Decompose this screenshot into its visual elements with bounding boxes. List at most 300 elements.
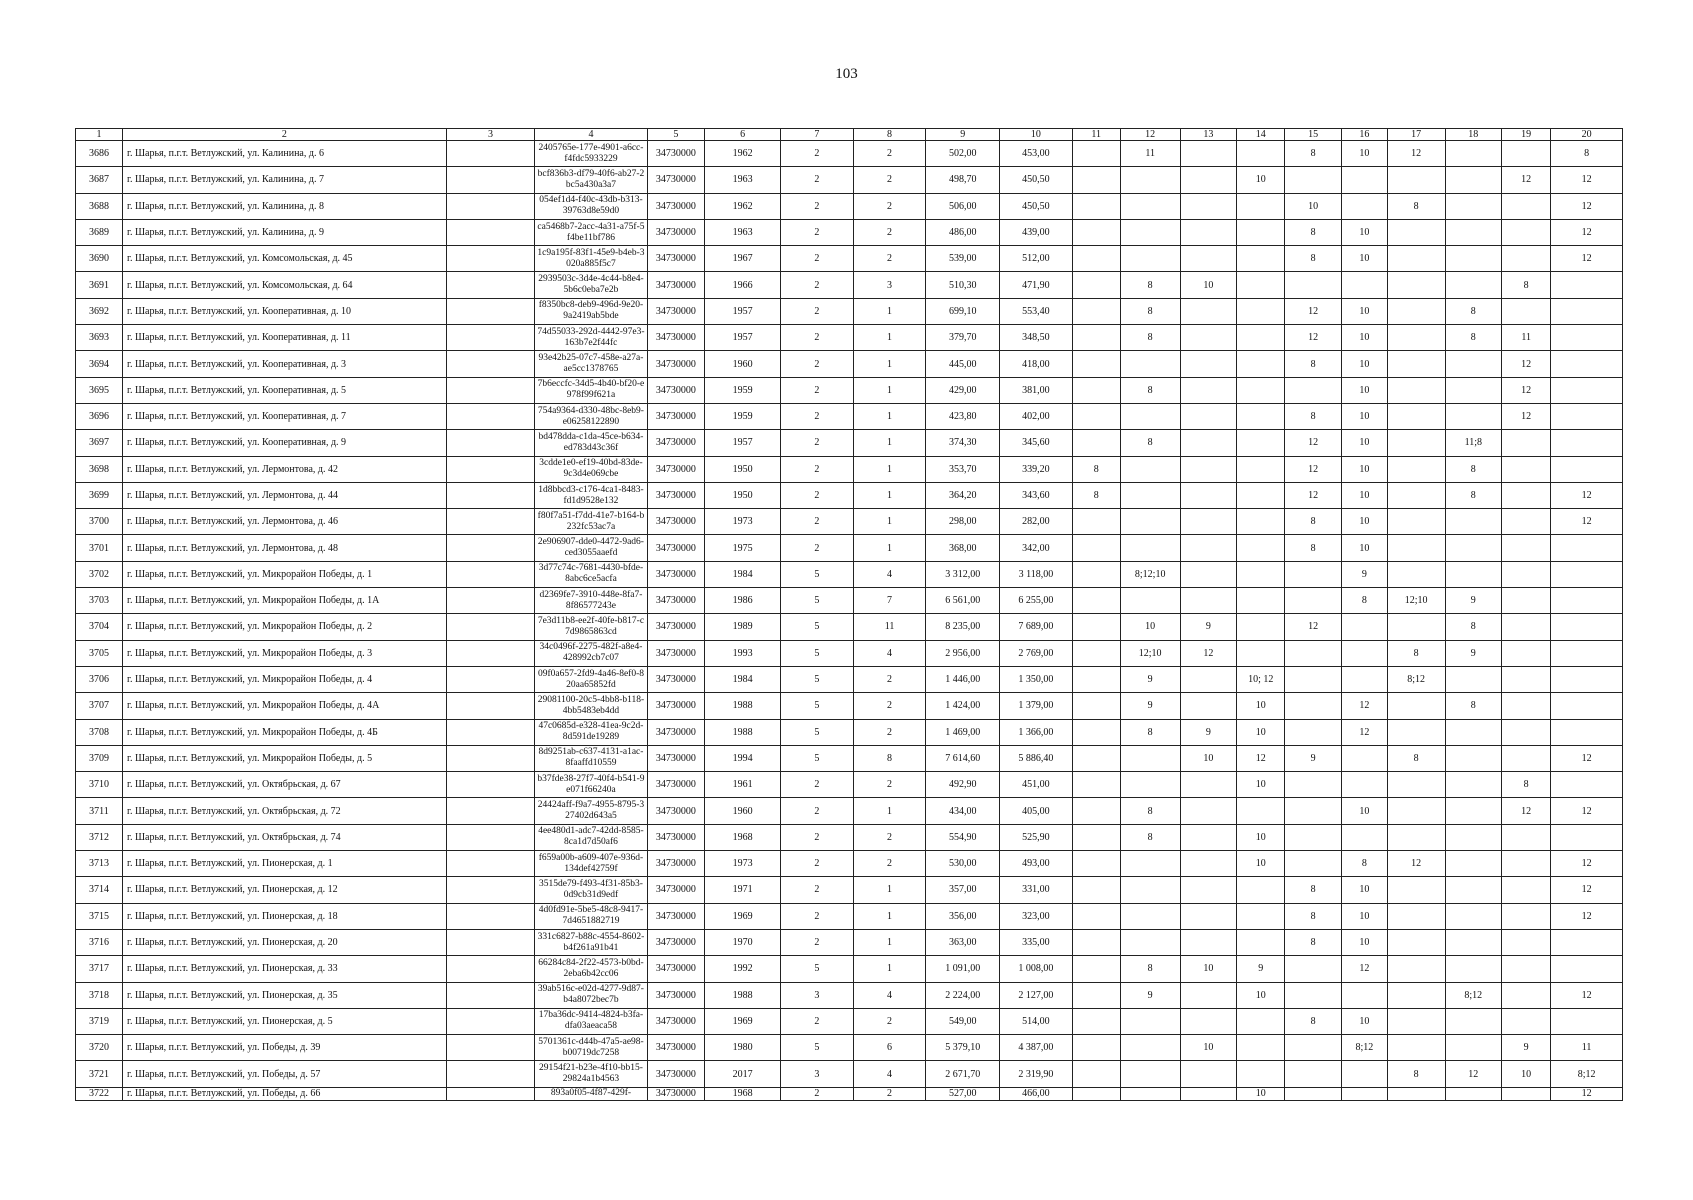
uuid-cell: f8350bc8-deb9-496d-9e20-9a2419ab5bde bbox=[535, 298, 647, 324]
col15-cell bbox=[1285, 824, 1342, 850]
address-cell: г. Шарья, п.г.т. Ветлужский, ул. Микрорайон Победы, д. 4 bbox=[123, 666, 447, 692]
year-cell: 1960 bbox=[705, 798, 781, 824]
uuid-cell: bcf836b3-df79-40f6-ab27-2bc5a430a3a7 bbox=[535, 167, 647, 193]
col20-cell bbox=[1551, 772, 1623, 798]
year-cell: 1950 bbox=[705, 482, 781, 508]
col12-cell bbox=[1120, 246, 1180, 272]
row-number-cell: 3707 bbox=[76, 693, 123, 719]
col11-cell bbox=[1072, 798, 1120, 824]
oktmo-cell: 34730000 bbox=[647, 246, 705, 272]
row-number-cell: 3704 bbox=[76, 614, 123, 640]
year-cell: 1963 bbox=[705, 219, 781, 245]
year-cell: 1961 bbox=[705, 772, 781, 798]
col20-cell bbox=[1551, 719, 1623, 745]
table-row bbox=[76, 351, 1623, 377]
col11-cell bbox=[1072, 877, 1120, 903]
col11-cell bbox=[1072, 614, 1120, 640]
entrances-cell: 2 bbox=[853, 851, 926, 877]
living-area-cell: 4 387,00 bbox=[1000, 1035, 1073, 1061]
table-row bbox=[76, 982, 1623, 1008]
col11-cell bbox=[1072, 141, 1120, 167]
entrances-cell: 8 bbox=[853, 745, 926, 771]
col20-cell bbox=[1551, 640, 1623, 666]
col15-cell bbox=[1285, 798, 1342, 824]
col3-cell bbox=[446, 956, 535, 982]
table-row bbox=[76, 325, 1623, 351]
col20-cell: 12 bbox=[1551, 509, 1623, 535]
total-area-cell: 498,70 bbox=[926, 167, 1000, 193]
col14-cell bbox=[1237, 929, 1285, 955]
col17-cell bbox=[1387, 456, 1445, 482]
col16-cell: 9 bbox=[1341, 561, 1387, 587]
col13-cell: 10 bbox=[1180, 272, 1237, 298]
col16-cell: 10 bbox=[1341, 430, 1387, 456]
oktmo-cell: 34730000 bbox=[647, 824, 705, 850]
row-number-cell: 3688 bbox=[76, 193, 123, 219]
col14-cell: 10 bbox=[1237, 1087, 1285, 1100]
floors-cell: 2 bbox=[781, 824, 854, 850]
col13-cell bbox=[1180, 456, 1237, 482]
col18-cell bbox=[1445, 561, 1502, 587]
total-area-cell: 3 312,00 bbox=[926, 561, 1000, 587]
col19-cell: 12 bbox=[1502, 377, 1551, 403]
floors-cell: 2 bbox=[781, 351, 854, 377]
col17-cell bbox=[1387, 929, 1445, 955]
column-number-header: 8 bbox=[853, 129, 926, 141]
table-row bbox=[76, 772, 1623, 798]
row-number-cell: 3712 bbox=[76, 824, 123, 850]
year-cell: 1968 bbox=[705, 824, 781, 850]
col18-cell bbox=[1445, 745, 1502, 771]
col14-cell bbox=[1237, 588, 1285, 614]
entrances-cell: 2 bbox=[853, 246, 926, 272]
year-cell: 1989 bbox=[705, 614, 781, 640]
col15-cell: 8 bbox=[1285, 1008, 1342, 1034]
year-cell: 1988 bbox=[705, 719, 781, 745]
col15-cell bbox=[1285, 272, 1342, 298]
col17-cell bbox=[1387, 824, 1445, 850]
col15-cell bbox=[1285, 1061, 1342, 1087]
row-number-cell: 3714 bbox=[76, 877, 123, 903]
entrances-cell: 2 bbox=[853, 772, 926, 798]
year-cell: 1988 bbox=[705, 982, 781, 1008]
col11-cell bbox=[1072, 1008, 1120, 1034]
col20-cell bbox=[1551, 614, 1623, 640]
col14-cell: 10; 12 bbox=[1237, 666, 1285, 692]
total-area-cell: 353,70 bbox=[926, 456, 1000, 482]
col15-cell bbox=[1285, 693, 1342, 719]
col17-cell bbox=[1387, 903, 1445, 929]
table-row bbox=[76, 640, 1623, 666]
col16-cell: 10 bbox=[1341, 929, 1387, 955]
address-cell: г. Шарья, п.г.т. Ветлужский, ул. Пионерская, д. 18 bbox=[123, 903, 447, 929]
col18-cell bbox=[1445, 403, 1502, 429]
row-number-cell: 3721 bbox=[76, 1061, 123, 1087]
col14-cell bbox=[1237, 640, 1285, 666]
col19-cell bbox=[1502, 219, 1551, 245]
entrances-cell: 1 bbox=[853, 377, 926, 403]
table-row bbox=[76, 1035, 1623, 1061]
table-row bbox=[76, 877, 1623, 903]
col13-cell bbox=[1180, 666, 1237, 692]
col19-cell bbox=[1502, 640, 1551, 666]
col13-cell bbox=[1180, 193, 1237, 219]
floors-cell: 5 bbox=[781, 588, 854, 614]
col17-cell bbox=[1387, 798, 1445, 824]
col19-cell bbox=[1502, 614, 1551, 640]
col14-cell bbox=[1237, 614, 1285, 640]
col14-cell: 10 bbox=[1237, 982, 1285, 1008]
col19-cell bbox=[1502, 1008, 1551, 1034]
col13-cell bbox=[1180, 430, 1237, 456]
total-area-cell: 2 671,70 bbox=[926, 1061, 1000, 1087]
column-number-header: 15 bbox=[1285, 129, 1342, 141]
oktmo-cell: 34730000 bbox=[647, 298, 705, 324]
total-area-cell: 502,00 bbox=[926, 141, 1000, 167]
address-cell: г. Шарья, п.г.т. Ветлужский, ул. Победы, д. 39 bbox=[123, 1035, 447, 1061]
floors-cell: 2 bbox=[781, 798, 854, 824]
living-area-cell: 2 127,00 bbox=[1000, 982, 1073, 1008]
table-row bbox=[76, 377, 1623, 403]
col17-cell bbox=[1387, 272, 1445, 298]
col19-cell bbox=[1502, 666, 1551, 692]
col15-cell bbox=[1285, 588, 1342, 614]
col12-cell: 8 bbox=[1120, 798, 1180, 824]
col14-cell bbox=[1237, 456, 1285, 482]
col19-cell: 12 bbox=[1502, 403, 1551, 429]
year-cell: 1959 bbox=[705, 377, 781, 403]
col3-cell bbox=[446, 929, 535, 955]
col19-cell bbox=[1502, 824, 1551, 850]
col15-cell bbox=[1285, 851, 1342, 877]
row-number-cell: 3719 bbox=[76, 1008, 123, 1034]
col14-cell: 10 bbox=[1237, 851, 1285, 877]
total-area-cell: 527,00 bbox=[926, 1087, 1000, 1100]
col12-cell bbox=[1120, 167, 1180, 193]
col3-cell bbox=[446, 272, 535, 298]
col17-cell bbox=[1387, 1035, 1445, 1061]
table-row bbox=[76, 719, 1623, 745]
address-cell: г. Шарья, п.г.т. Ветлужский, ул. Калинина, д. 6 bbox=[123, 141, 447, 167]
oktmo-cell: 34730000 bbox=[647, 219, 705, 245]
address-cell: г. Шарья, п.г.т. Ветлужский, ул. Кооперативная, д. 3 bbox=[123, 351, 447, 377]
col19-cell bbox=[1502, 693, 1551, 719]
row-number-cell: 3697 bbox=[76, 430, 123, 456]
col12-cell bbox=[1120, 509, 1180, 535]
total-area-cell: 445,00 bbox=[926, 351, 1000, 377]
table-row bbox=[76, 956, 1623, 982]
year-cell: 1966 bbox=[705, 272, 781, 298]
uuid-cell: 47c0685d-e328-41ea-9c2d-8d591de19289 bbox=[535, 719, 647, 745]
col13-cell bbox=[1180, 246, 1237, 272]
col13-cell bbox=[1180, 588, 1237, 614]
col16-cell bbox=[1341, 1061, 1387, 1087]
col12-cell bbox=[1120, 745, 1180, 771]
row-number-cell: 3701 bbox=[76, 535, 123, 561]
col20-cell bbox=[1551, 588, 1623, 614]
table-row bbox=[76, 614, 1623, 640]
col14-cell bbox=[1237, 877, 1285, 903]
column-number-header: 14 bbox=[1237, 129, 1285, 141]
entrances-cell: 1 bbox=[853, 325, 926, 351]
oktmo-cell: 34730000 bbox=[647, 403, 705, 429]
floors-cell: 2 bbox=[781, 325, 854, 351]
col12-cell bbox=[1120, 1035, 1180, 1061]
entrances-cell: 2 bbox=[853, 666, 926, 692]
row-number-cell: 3710 bbox=[76, 772, 123, 798]
col20-cell bbox=[1551, 561, 1623, 587]
col12-cell: 8;12;10 bbox=[1120, 561, 1180, 587]
col14-cell: 10 bbox=[1237, 167, 1285, 193]
floors-cell: 2 bbox=[781, 430, 854, 456]
total-area-cell: 298,00 bbox=[926, 509, 1000, 535]
col3-cell bbox=[446, 246, 535, 272]
year-cell: 1993 bbox=[705, 640, 781, 666]
address-cell: г. Шарья, п.г.т. Ветлужский, ул. Победы, д. 66 bbox=[123, 1087, 447, 1100]
col12-cell bbox=[1120, 1008, 1180, 1034]
col20-cell: 12 bbox=[1551, 219, 1623, 245]
col20-cell bbox=[1551, 956, 1623, 982]
uuid-cell: 3d77c74c-7681-4430-bfde-8abc6ce5acfa bbox=[535, 561, 647, 587]
year-cell: 2017 bbox=[705, 1061, 781, 1087]
col17-cell bbox=[1387, 351, 1445, 377]
col12-cell bbox=[1120, 588, 1180, 614]
col18-cell bbox=[1445, 666, 1502, 692]
col18-cell bbox=[1445, 535, 1502, 561]
col15-cell bbox=[1285, 1035, 1342, 1061]
col11-cell bbox=[1072, 403, 1120, 429]
col19-cell bbox=[1502, 456, 1551, 482]
col18-cell bbox=[1445, 929, 1502, 955]
col3-cell bbox=[446, 666, 535, 692]
year-cell: 1957 bbox=[705, 298, 781, 324]
col12-cell bbox=[1120, 403, 1180, 429]
col12-cell bbox=[1120, 929, 1180, 955]
floors-cell: 2 bbox=[781, 246, 854, 272]
col16-cell: 12 bbox=[1341, 719, 1387, 745]
column-number-header: 4 bbox=[535, 129, 647, 141]
row-number-cell: 3690 bbox=[76, 246, 123, 272]
year-cell: 1950 bbox=[705, 456, 781, 482]
floors-cell: 2 bbox=[781, 1008, 854, 1034]
living-area-cell: 339,20 bbox=[1000, 456, 1073, 482]
total-area-cell: 510,30 bbox=[926, 272, 1000, 298]
col20-cell: 12 bbox=[1551, 193, 1623, 219]
col15-cell bbox=[1285, 640, 1342, 666]
col15-cell: 8 bbox=[1285, 246, 1342, 272]
col17-cell bbox=[1387, 772, 1445, 798]
col18-cell: 9 bbox=[1445, 640, 1502, 666]
year-cell: 1986 bbox=[705, 588, 781, 614]
total-area-cell: 486,00 bbox=[926, 219, 1000, 245]
entrances-cell: 3 bbox=[853, 272, 926, 298]
table-row bbox=[76, 666, 1623, 692]
uuid-cell: 5701361c-d44b-47a5-ae98-b00719dc7258 bbox=[535, 1035, 647, 1061]
col14-cell bbox=[1237, 298, 1285, 324]
entrances-cell: 6 bbox=[853, 1035, 926, 1061]
table-row bbox=[76, 1008, 1623, 1034]
col11-cell bbox=[1072, 509, 1120, 535]
col20-cell bbox=[1551, 377, 1623, 403]
entrances-cell: 1 bbox=[853, 956, 926, 982]
col20-cell bbox=[1551, 535, 1623, 561]
uuid-cell: 4ee480d1-adc7-42dd-8585-8ca1d7d50af6 bbox=[535, 824, 647, 850]
oktmo-cell: 34730000 bbox=[647, 193, 705, 219]
row-number-cell: 3696 bbox=[76, 403, 123, 429]
col19-cell: 12 bbox=[1502, 351, 1551, 377]
floors-cell: 2 bbox=[781, 377, 854, 403]
col13-cell bbox=[1180, 325, 1237, 351]
col17-cell bbox=[1387, 509, 1445, 535]
col14-cell bbox=[1237, 509, 1285, 535]
year-cell: 1975 bbox=[705, 535, 781, 561]
uuid-cell: 3cdde1e0-ef19-40bd-83de-9c3d4e069cbe bbox=[535, 456, 647, 482]
col3-cell bbox=[446, 772, 535, 798]
floors-cell: 5 bbox=[781, 640, 854, 666]
col16-cell bbox=[1341, 193, 1387, 219]
col14-cell bbox=[1237, 193, 1285, 219]
col16-cell: 12 bbox=[1341, 693, 1387, 719]
col13-cell bbox=[1180, 403, 1237, 429]
table-row bbox=[76, 824, 1623, 850]
table-row bbox=[76, 588, 1623, 614]
col13-cell: 9 bbox=[1180, 719, 1237, 745]
total-area-cell: 379,70 bbox=[926, 325, 1000, 351]
oktmo-cell: 34730000 bbox=[647, 509, 705, 535]
col3-cell bbox=[446, 824, 535, 850]
oktmo-cell: 34730000 bbox=[647, 141, 705, 167]
col15-cell: 12 bbox=[1285, 298, 1342, 324]
col16-cell bbox=[1341, 982, 1387, 1008]
living-area-cell: 553,40 bbox=[1000, 298, 1073, 324]
total-area-cell: 363,00 bbox=[926, 929, 1000, 955]
col17-cell bbox=[1387, 982, 1445, 1008]
total-area-cell: 8 235,00 bbox=[926, 614, 1000, 640]
col15-cell: 10 bbox=[1285, 193, 1342, 219]
col13-cell: 10 bbox=[1180, 956, 1237, 982]
col12-cell: 12;10 bbox=[1120, 640, 1180, 666]
address-cell: г. Шарья, п.г.т. Ветлужский, ул. Кооперативная, д. 11 bbox=[123, 325, 447, 351]
housing-register-table bbox=[75, 128, 1623, 1101]
uuid-cell: 1d8bbcd3-c176-4ca1-8483-fd1d9528e132 bbox=[535, 482, 647, 508]
living-area-cell: 1 379,00 bbox=[1000, 693, 1073, 719]
entrances-cell: 4 bbox=[853, 982, 926, 1008]
address-cell: г. Шарья, п.г.т. Ветлужский, ул. Лермонтова, д. 44 bbox=[123, 482, 447, 508]
col14-cell: 10 bbox=[1237, 772, 1285, 798]
col14-cell bbox=[1237, 430, 1285, 456]
col3-cell bbox=[446, 456, 535, 482]
table-row bbox=[76, 298, 1623, 324]
col11-cell bbox=[1072, 535, 1120, 561]
col13-cell bbox=[1180, 167, 1237, 193]
address-cell: г. Шарья, п.г.т. Ветлужский, ул. Октябрьская, д. 67 bbox=[123, 772, 447, 798]
row-number-cell: 3713 bbox=[76, 851, 123, 877]
col12-cell bbox=[1120, 1087, 1180, 1100]
row-number-cell: 3699 bbox=[76, 482, 123, 508]
total-area-cell: 2 956,00 bbox=[926, 640, 1000, 666]
floors-cell: 2 bbox=[781, 403, 854, 429]
address-cell: г. Шарья, п.г.т. Ветлужский, ул. Калинина, д. 7 bbox=[123, 167, 447, 193]
living-area-cell: 1 008,00 bbox=[1000, 956, 1073, 982]
table-row bbox=[76, 798, 1623, 824]
col11-cell bbox=[1072, 1061, 1120, 1087]
address-cell: г. Шарья, п.г.т. Ветлужский, ул. Кооперативная, д. 9 bbox=[123, 430, 447, 456]
living-area-cell: 323,00 bbox=[1000, 903, 1073, 929]
col18-cell bbox=[1445, 824, 1502, 850]
column-number-header: 6 bbox=[705, 129, 781, 141]
uuid-cell: 93e42b25-07c7-458e-a27a-ae5cc1378765 bbox=[535, 351, 647, 377]
col20-cell bbox=[1551, 272, 1623, 298]
col11-cell bbox=[1072, 1035, 1120, 1061]
table-row bbox=[76, 167, 1623, 193]
living-area-cell: 342,00 bbox=[1000, 535, 1073, 561]
entrances-cell: 2 bbox=[853, 693, 926, 719]
entrances-cell: 1 bbox=[853, 403, 926, 429]
col17-cell bbox=[1387, 167, 1445, 193]
col17-cell bbox=[1387, 535, 1445, 561]
col3-cell bbox=[446, 193, 535, 219]
col18-cell: 8 bbox=[1445, 325, 1502, 351]
col19-cell: 8 bbox=[1502, 772, 1551, 798]
col12-cell: 8 bbox=[1120, 272, 1180, 298]
year-cell: 1994 bbox=[705, 745, 781, 771]
col17-cell bbox=[1387, 430, 1445, 456]
col3-cell bbox=[446, 403, 535, 429]
uuid-cell: f80f7a51-f7dd-41e7-b164-b232fc53ac7a bbox=[535, 509, 647, 535]
row-number-cell: 3700 bbox=[76, 509, 123, 535]
floors-cell: 2 bbox=[781, 929, 854, 955]
address-cell: г. Шарья, п.г.т. Ветлужский, ул. Победы, д. 57 bbox=[123, 1061, 447, 1087]
table-row bbox=[76, 561, 1623, 587]
entrances-cell: 2 bbox=[853, 141, 926, 167]
col18-cell: 8 bbox=[1445, 614, 1502, 640]
total-area-cell: 6 561,00 bbox=[926, 588, 1000, 614]
col3-cell bbox=[446, 535, 535, 561]
oktmo-cell: 34730000 bbox=[647, 430, 705, 456]
living-area-cell: 525,90 bbox=[1000, 824, 1073, 850]
column-number-header: 16 bbox=[1341, 129, 1387, 141]
col20-cell: 12 bbox=[1551, 167, 1623, 193]
row-number-cell: 3708 bbox=[76, 719, 123, 745]
col19-cell: 12 bbox=[1502, 167, 1551, 193]
col11-cell bbox=[1072, 430, 1120, 456]
col19-cell bbox=[1502, 298, 1551, 324]
col14-cell: 9 bbox=[1237, 956, 1285, 982]
col3-cell bbox=[446, 351, 535, 377]
floors-cell: 2 bbox=[781, 193, 854, 219]
year-cell: 1962 bbox=[705, 141, 781, 167]
col17-cell bbox=[1387, 1008, 1445, 1034]
total-area-cell: 374,30 bbox=[926, 430, 1000, 456]
col12-cell: 8 bbox=[1120, 298, 1180, 324]
col12-cell bbox=[1120, 772, 1180, 798]
col18-cell bbox=[1445, 246, 1502, 272]
uuid-cell: 24424aff-f9a7-4955-8795-327402d643a5 bbox=[535, 798, 647, 824]
floors-cell: 5 bbox=[781, 614, 854, 640]
column-number-header: 3 bbox=[446, 129, 535, 141]
col20-cell: 12 bbox=[1551, 246, 1623, 272]
col15-cell: 8 bbox=[1285, 351, 1342, 377]
col17-cell: 8;12 bbox=[1387, 666, 1445, 692]
oktmo-cell: 34730000 bbox=[647, 640, 705, 666]
uuid-cell: 29154f21-b23e-4f10-bb15-29824a1b4563 bbox=[535, 1061, 647, 1087]
col19-cell: 12 bbox=[1502, 798, 1551, 824]
total-area-cell: 549,00 bbox=[926, 1008, 1000, 1034]
col20-cell bbox=[1551, 693, 1623, 719]
col13-cell: 12 bbox=[1180, 640, 1237, 666]
floors-cell: 5 bbox=[781, 561, 854, 587]
floors-cell: 5 bbox=[781, 745, 854, 771]
